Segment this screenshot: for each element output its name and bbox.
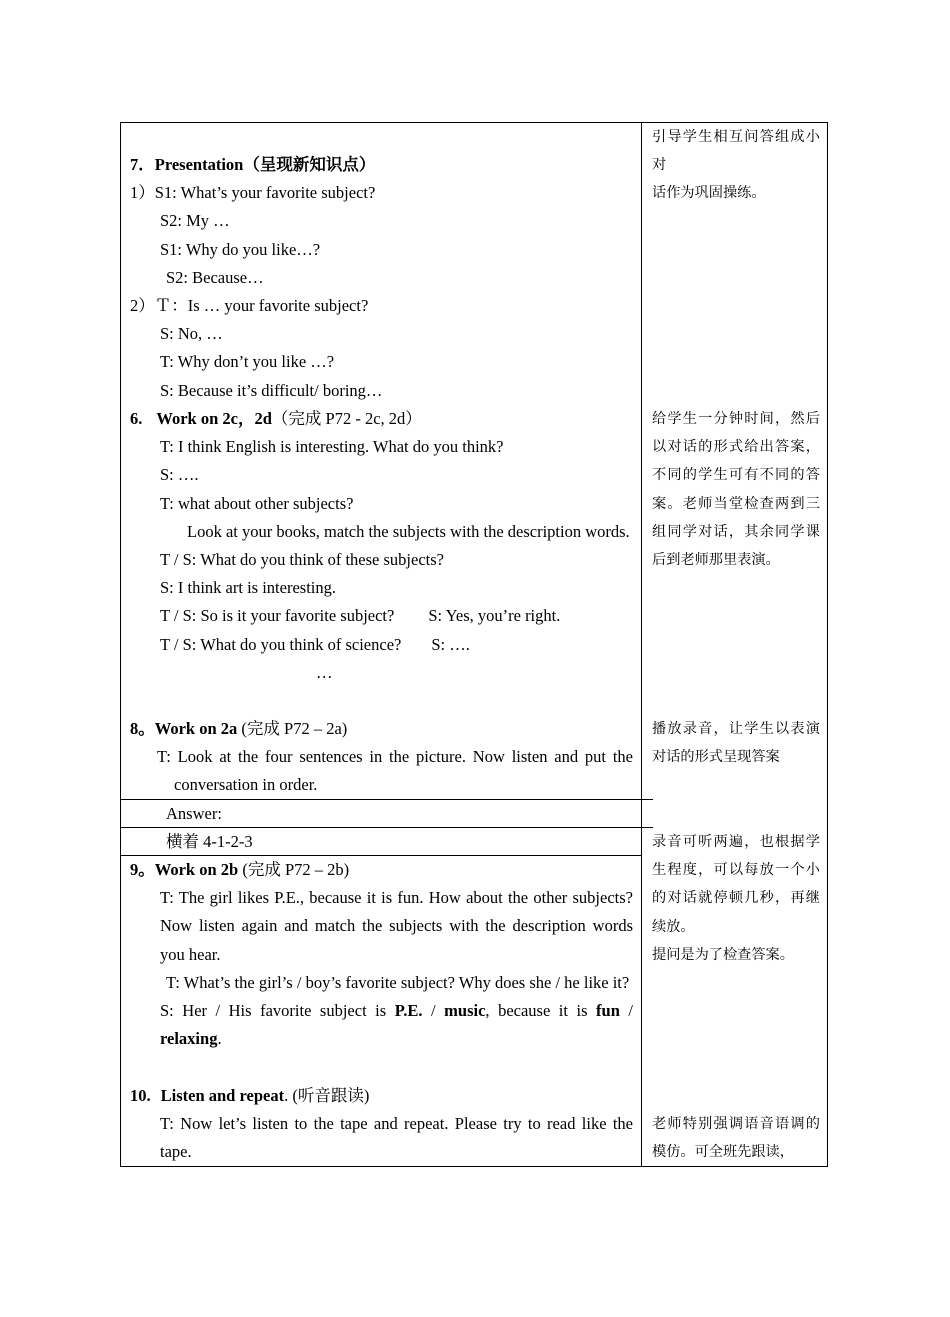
section-6-note: 给学生一分钟时间，然后以对话的形式给出答案，不同的学生可有不同的答案。老师当堂检查两到三组同学对话，其余同学课后到老师那里表演。 <box>652 411 820 569</box>
section-10-note: 老师特别强调语音语调的模仿。可全班先跟读， <box>652 1116 820 1161</box>
section-6-line-8: T / S: What do you think of science? S: …. <box>160 634 470 654</box>
column-divider <box>641 122 642 1167</box>
section-7-line-7: T: Why don’t you like …? <box>160 352 335 372</box>
answer-value: 横着 4-1-2-3 <box>166 832 253 852</box>
section-9-line-2: T: What’s the girl’s / boy’s favorite subject? Why does she / he like it? <box>166 972 630 992</box>
section-7 <box>130 151 633 405</box>
section-10 <box>130 1082 633 1167</box>
section-8-note: 播放录音，让学生以表演对话的形式呈现答案 <box>652 721 820 766</box>
section-9-heading: 9。Work on 2b (完成 P72 – 2b) <box>130 860 350 879</box>
section-7-note <box>652 123 820 208</box>
section-10-heading: 10. Listen and repeat. (听音跟读) <box>130 1086 370 1105</box>
section-7-line-5: 2）Ｔ：Is … your favorite subject? <box>130 296 369 316</box>
section-9 <box>130 856 633 1053</box>
answer-note-line-2: 提问是为了检查答案。 <box>652 946 794 963</box>
section-6-line-4: Look at your books, match the subjects with the description words. <box>187 521 630 541</box>
section-6-ellipsis: … <box>316 662 333 682</box>
section-6-line-7: T / S: So is it your favorite subject? S: Yes, you’re right. <box>160 606 561 626</box>
section-7-line-1: 1）S1: What’s your favorite subject? <box>130 183 376 203</box>
section-7-note-line-1: 引导学生相互问答组成小对 <box>652 129 820 174</box>
section-6-line-2: S: …. <box>160 465 199 485</box>
section-7-line-8: S: Because it’s difficult/ boring… <box>160 380 383 400</box>
section-9-line-1: T: The girl likes P.E., because it is fun. How about the other subjects? Now listen again and match the subjects with the description words you hear. <box>160 888 633 964</box>
section-6-line-1: T: I think English is interesting. What do you think? <box>160 437 504 457</box>
section-7-line-2: S2: My … <box>160 211 230 231</box>
section-8 <box>130 715 633 800</box>
section-7-note-line-2: 话作为巩固操练。 <box>652 185 766 202</box>
section-7-line-4: S2: Because… <box>166 267 264 287</box>
section-6-line-6: S: I think art is interesting. <box>160 578 336 598</box>
answer-label: Answer: <box>166 804 222 823</box>
section-7-line-6: S: No, … <box>160 324 223 344</box>
section-8-heading: 8。Work on 2a (完成 P72 – 2a) <box>130 719 348 738</box>
section-6 <box>130 405 633 687</box>
answer-note-line: 录音可听两遍，也根据学生程度，可以每放一个小的对话就停顿几秒，再继续放。 <box>652 834 820 935</box>
section-9-line-3: S: Her / His favorite subject is P.E. / music, because it is fun / relaxing. <box>160 1001 633 1049</box>
section-6-line-5: T / S: What do you think of these subjects? <box>160 550 444 570</box>
section-6-heading: 6. Work on 2c，2d（完成 P72 - 2c, 2d） <box>130 409 422 428</box>
section-10-line-1: T: Now let’s listen to the tape and repeat. Please try to read like the tape. <box>160 1114 633 1162</box>
answer-block <box>130 800 633 856</box>
answer-note <box>652 828 820 969</box>
section-7-heading: 7．Presentation（呈现新知识点） <box>130 155 376 174</box>
section-6-line-3: T: what about other subjects? <box>160 493 354 513</box>
section-8-line-1: T: Look at the four sentences in the picture. Now listen and put the conversation in order. <box>157 747 633 795</box>
section-7-line-3: S1: Why do you like…? <box>160 239 321 259</box>
